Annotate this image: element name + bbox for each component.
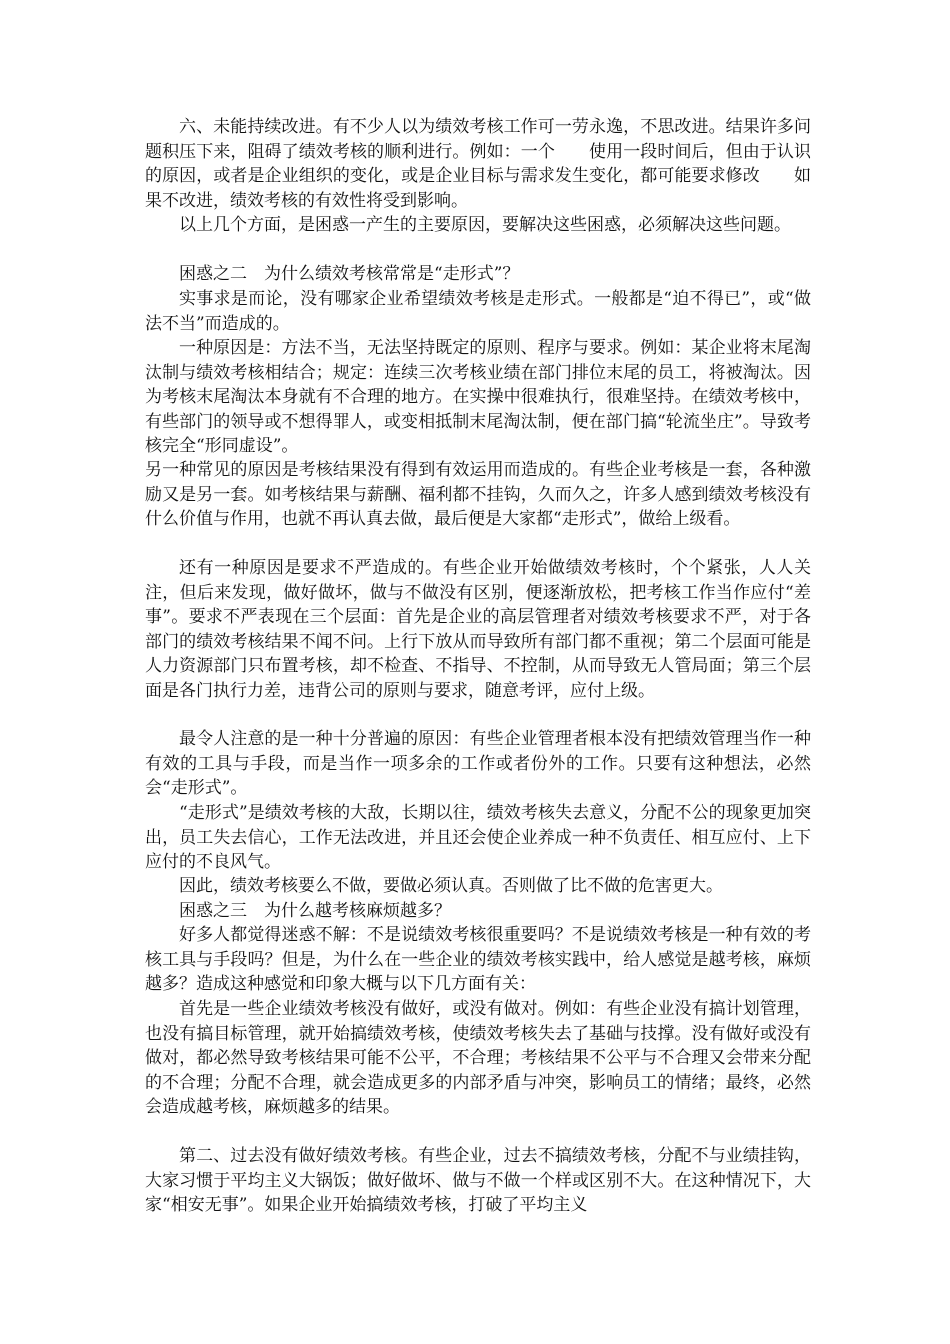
paragraph-formality-enemy: “走形式”是绩效考核的大敌，长期以往，绩效考核失去意义，分配不公的现象更加突出，员工失去信心，工作无法改进，并且还会使企业养成一种不负责任、相互应付、上下应付的不良风气。 bbox=[145, 803, 811, 872]
paragraph-second-reason: 第二、过去没有做好绩效考核。有些企业，过去不搞绩效考核，分配不与业绩挂钩，大家习惯于平均主义大锅饭；做好做坏、做与不做一个样或区别不大。在这种情况下，大家“相安无事”。如果企业开始搞绩效考核，打破了平均主义 bbox=[145, 1146, 811, 1215]
paragraph-reason-mindset: 最令人注意的是一种十分普遍的原因：有些企业管理者根本没有把绩效管理当作一种有效的工具与手段，而是当作一项多余的工作或者份外的工作。只要有这种想法，必然会“走形式”。 bbox=[145, 729, 811, 798]
paragraph-reason-method: 一种原因是：方法不当，无法坚持既定的原则、程序与要求。例如：某企业将末尾淘汰制与绩效考核相结合；规定：连续三次考核业绩在部门排位末尾的员工，将被淘汰。因为考核末尾淘汰本身就有不合理的地方。在实操中很难执行，很难坚持。在绩效考核中，有些部门的领导或不想得罪人，或变相抵制末尾淘汰制，便在部门搞“轮流坐庄”。导致考核完全“形同虚设”。 bbox=[145, 338, 811, 456]
paragraph-intro-formality: 实事求是而论，没有哪家企业希望绩效考核是走形式。一般都是“迫不得已”，或“做法不当”而造成的。 bbox=[145, 289, 811, 334]
paragraph-summary: 以上几个方面，是困惑一产生的主要原因，要解决这些困惑，必须解决这些问题。 bbox=[179, 215, 791, 235]
paragraph-continuous-improvement: 六、未能持续改进。有不少人以为绩效考核工作可一劳永逸，不思改进。结果许多问题积压下来，阻碍了绩效考核的顺利进行。例如：一个 使用一段时间后，但由于认识的原因，或者是企业组织的变化，或是企业目标与需求发生变化，都可能要求修改 如果不改进，绩效考核的有效性将受到影响。 bbox=[145, 117, 811, 211]
section-heading-puzzle-three: 困惑之三 为什么越考核麻烦越多？ bbox=[179, 901, 451, 921]
section-heading-puzzle-two: 困惑之二 为什么绩效考核常常是“走形式”？ bbox=[179, 264, 520, 284]
paragraph-confusion: 好多人都觉得迷惑不解：不是说绩效考核很重要吗？不是说绩效考核是一种有效的考核工具与手段吗？但是，为什么在一些企业的绩效考核实践中，给人感觉是越考核，麻烦越多？造成这种感觉和印象大概与以下几方面有关： bbox=[145, 925, 811, 994]
paragraph-conclusion: 因此，绩效考核要么不做，要做必须认真。否则做了比不做的危害更大。 bbox=[179, 876, 723, 896]
paragraph-first-reason: 首先是一些企业绩效考核没有做好，或没有做对。例如：有些企业没有搞计划管理，也没有搞目标管理，就开始搞绩效考核，使绩效考核失去了基础与技撑。没有做好或没有做对，都必然导致考核结果可能不公平，不合理；考核结果不公平与不合理又会带来分配的不合理；分配不合理，就会造成更多的内部矛盾与冲突，影响员工的情绪；最终，必然会造成越考核，麻烦越多的结果。 bbox=[145, 999, 811, 1117]
paragraph-reason-results: 另一种常见的原因是考核结果没有得到有效运用而造成的。有些企业考核是一套，各种激励又是另一套。如考核结果与薪酬、福利都不挂钩，久而久之，许多人感到绩效考核没有什么价值与作用，也就不再认真去做，最后便是大家都“走形式”，做给上级看。 bbox=[145, 460, 811, 529]
paragraph-reason-lax: 还有一种原因是要求不严造成的。有些企业开始做绩效考核时，个个紧张，人人关注，但后来发现，做好做坏，做与不做没有区别，便逐渐放松，把考核工作当作应付“差事”。要求不严表现在三个层面：首先是企业的高层管理者对绩效考核要求不严，对于各部门的绩效考核结果不闻不问。上行下放从而导致所有部门都不重视；第二个层面可能是人力资源部门只布置考核，却不检查、不指导、不控制，从而导致无人管局面；第三个层面是各门执行力差，违背公司的原则与要求，随意考评，应付上级。 bbox=[145, 558, 811, 701]
